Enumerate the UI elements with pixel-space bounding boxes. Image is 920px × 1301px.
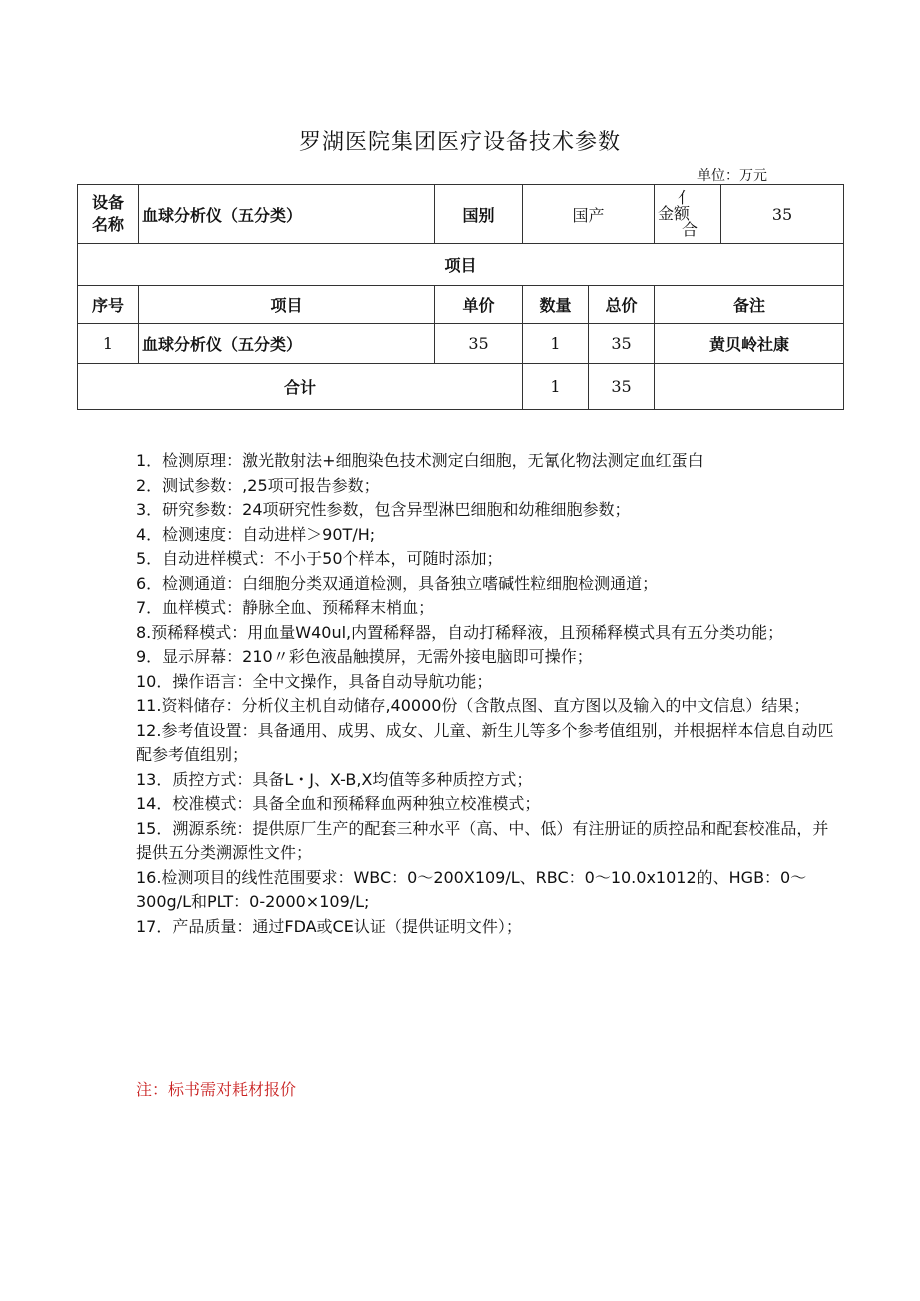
spec-item-6: 6．检测通道：白细胞分类双通道检测，具备独立嗜碱性粒细胞检测通道；: [136, 573, 659, 593]
amount-label-line1: 亻: [678, 188, 695, 207]
device-name-label-line1: 设备: [91, 193, 124, 212]
spec-item-15: 15．溯源系统：提供原厂生产的配套三种水平（高、中、低）有注册证的质控品和配套校准品，并提供五分类溯源性文件；: [136, 818, 829, 862]
amount-value: 35: [721, 185, 844, 244]
spec-item-14: 14．校准模式：具备全血和预稀释血两种独立校准模式；: [136, 794, 541, 813]
col-header-unit-price: 单价: [435, 286, 523, 324]
spec-item-16: 16.检测项目的线性范围要求：WBC：0～200X109/L、RBC：0～10.0x1012的、HGB：0～300g/L和PLT：0-2000×109/L;: [136, 867, 807, 911]
sum-qty: 1: [523, 364, 589, 410]
row-no: 1: [78, 324, 139, 364]
section-row: [78, 244, 844, 286]
page-title: 罗湖医院集团医疗设备技术参数: [298, 130, 621, 155]
sum-remark-empty: [655, 364, 844, 410]
spec-item-3: 3．研究参数：24项研究性参数，包含异型淋巴细胞和幼稚细胞参数；: [136, 500, 631, 519]
spec-item-2: 2．测试参数：,25项可报告参数；: [136, 475, 380, 495]
amount-label: [655, 185, 721, 244]
device-name-label: [78, 185, 139, 244]
spec-item-12: 12.参考值设置：具备通用、成男、成女、儿童、新生儿等多个参考值组别，并根据样本信息自动匹配参考值组别；: [136, 720, 834, 764]
country-value: 国产: [523, 185, 655, 244]
spec-item-10: 10．操作语言：全中文操作，具备自动导航功能；: [136, 671, 493, 691]
spec-item-13: 13．质控方式：具备L・J、X-B,X均值等多种质控方式；: [136, 769, 533, 789]
spec-item-4: 4．检测速度：自动进样＞90T/H;: [136, 524, 376, 544]
spec-item-8: 8.预稀释模式：用血量W40ul,内置稀释器，自动打稀释液，且预稀释模式具有五分类功能；: [136, 622, 784, 642]
parameter-table: [77, 184, 844, 410]
row-qty: 1: [523, 324, 589, 364]
device-name-value: 血球分析仪（五分类）: [139, 185, 435, 244]
spec-item-9: 9．显示屏幕：210〃彩色液晶触摸屏，无需外接电脑即可操作；: [136, 647, 593, 666]
unit-label: 单位：万元: [697, 168, 767, 184]
col-header-no: 序号: [78, 286, 139, 324]
spec-list: [136, 449, 844, 939]
sum-label: 合计: [78, 364, 523, 410]
footnote: 注：标书需对耗材报价: [136, 1080, 297, 1099]
row-unit-price: 35: [435, 324, 523, 364]
section-title: 项目: [78, 244, 844, 286]
device-name-label-line2: 名称: [91, 215, 124, 234]
col-header-remark: 备注: [655, 286, 844, 324]
spec-item-5: 5．自动进样模式：不小于50个样本，可随时添加；: [136, 549, 503, 568]
sum-row: [78, 364, 844, 410]
spec-item-11: 11.资料储存：分析仪主机自动储存,40000份（含散点图、直方图以及输入的中文信息）结果；: [136, 696, 810, 715]
row-remark: 黄贝岭社康: [655, 324, 844, 364]
device-info-row: [78, 185, 844, 244]
amount-label-line3: 合: [682, 220, 699, 239]
table-row: [78, 324, 844, 364]
row-item: 血球分析仪（五分类）: [139, 324, 435, 364]
country-label: 国别: [435, 185, 523, 244]
spec-item-7: 7．血样模式：静脉全血、预稀释末梢血；: [136, 598, 435, 617]
col-header-total: 总价: [589, 286, 655, 324]
col-header-qty: 数量: [523, 286, 589, 324]
spec-item-17: 17．产品质量：通过FDA或CE认证（提供证明文件）；: [136, 916, 522, 936]
row-total: 35: [589, 324, 655, 364]
spec-item-1: 1．检测原理：激光散射法+细胞染色技术测定白细胞，无氰化物法测定血红蛋白: [136, 451, 704, 470]
col-header-item: 项目: [139, 286, 435, 324]
sum-total: 35: [589, 364, 655, 410]
column-header-row: [78, 286, 844, 324]
amount-label-line2: 金额: [658, 204, 691, 223]
